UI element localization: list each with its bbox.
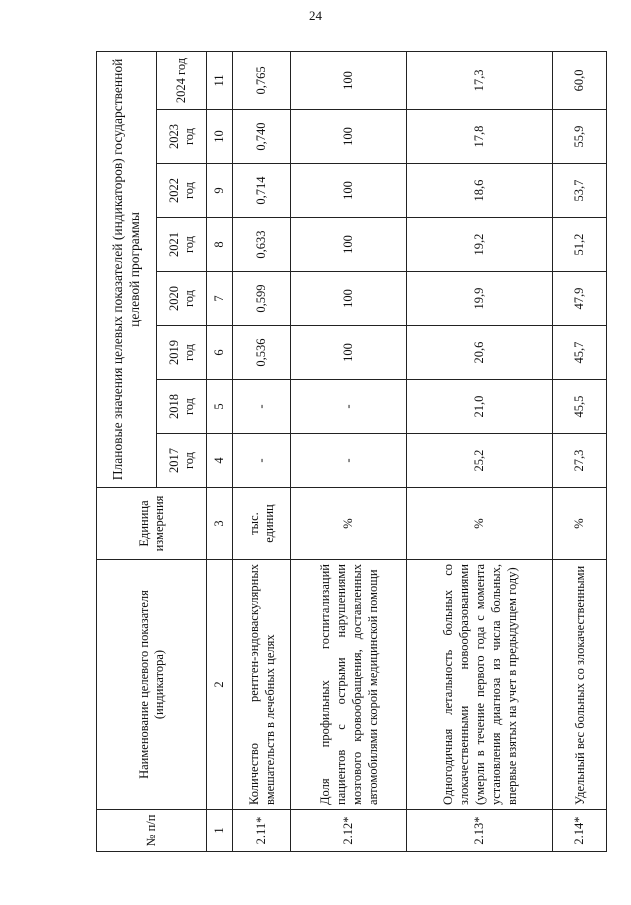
row-value: 60,0 xyxy=(553,51,607,109)
row-value: 0,714 xyxy=(233,164,291,218)
row-value: 0,633 xyxy=(233,218,291,272)
table-row xyxy=(553,51,607,851)
header-year: 2018 год xyxy=(157,380,207,434)
column-number: 2 xyxy=(207,560,233,810)
header-year: 2021 год xyxy=(157,218,207,272)
row-name: Одногодичная летальность больных со злокачественными новообразованиями (умерли в течение первого года с момента установления диагноза из числа больных, впервые взятых на учет в предыдущем году) xyxy=(407,560,553,810)
row-value: 100 xyxy=(291,164,407,218)
row-value: 17,8 xyxy=(407,110,553,164)
table-row xyxy=(407,51,553,851)
row-value: 0,765 xyxy=(233,51,291,109)
row-value: - xyxy=(233,380,291,434)
table-row xyxy=(291,51,407,851)
header-unit: Единица измерения xyxy=(97,488,207,560)
header-row xyxy=(97,51,157,851)
column-number: 8 xyxy=(207,218,233,272)
indicator-table-container xyxy=(96,52,606,852)
row-name: Удельный вес больных со злокачественными xyxy=(553,560,607,810)
row-value: 100 xyxy=(291,326,407,380)
header-year: 2022 год xyxy=(157,164,207,218)
row-value: 20,6 xyxy=(407,326,553,380)
row-name: Доля профильных госпитализаций пациентов с острыми нарушениями мозгового кровообращения, доставленных автомобилями скорой медицинской помощи xyxy=(291,560,407,810)
row-value: 51,2 xyxy=(553,218,607,272)
row-value: 45,5 xyxy=(553,380,607,434)
row-num: 2.13* xyxy=(407,810,553,852)
row-value: - xyxy=(291,380,407,434)
column-number: 1 xyxy=(207,810,233,852)
row-num: 2.11* xyxy=(233,810,291,852)
row-value: 18,6 xyxy=(407,164,553,218)
column-number: 6 xyxy=(207,326,233,380)
row-value: 53,7 xyxy=(553,164,607,218)
row-num: 2.14* xyxy=(553,810,607,852)
row-num: 2.12* xyxy=(291,810,407,852)
row-value: 0,536 xyxy=(233,326,291,380)
row-value: 0,740 xyxy=(233,110,291,164)
row-value: 19,9 xyxy=(407,272,553,326)
page-number: 24 xyxy=(309,8,322,23)
header-name: Наименование целевого показателя (индикатора) xyxy=(97,560,207,810)
row-unit: % xyxy=(407,488,553,560)
column-number: 7 xyxy=(207,272,233,326)
header-year: 2017 год xyxy=(157,434,207,488)
header-year: 2020 год xyxy=(157,272,207,326)
row-value: 100 xyxy=(291,218,407,272)
column-number: 4 xyxy=(207,434,233,488)
header-year: 2024 год xyxy=(157,51,207,109)
indicator-table xyxy=(96,51,607,852)
column-numbers-row xyxy=(207,51,233,851)
header-year: 2023 год xyxy=(157,110,207,164)
column-number: 11 xyxy=(207,51,233,109)
row-value: 21,0 xyxy=(407,380,553,434)
row-value: 0,599 xyxy=(233,272,291,326)
row-value: 27,3 xyxy=(553,434,607,488)
row-value: - xyxy=(291,434,407,488)
row-value: 100 xyxy=(291,272,407,326)
row-unit: тыс. единиц xyxy=(233,488,291,560)
row-value: 47,9 xyxy=(553,272,607,326)
row-value: 19,2 xyxy=(407,218,553,272)
row-unit: % xyxy=(291,488,407,560)
row-unit: % xyxy=(553,488,607,560)
row-value: 55,9 xyxy=(553,110,607,164)
row-value: 100 xyxy=(291,110,407,164)
row-value: 100 xyxy=(291,51,407,109)
row-value: 17,3 xyxy=(407,51,553,109)
row-value: 25,2 xyxy=(407,434,553,488)
column-number: 10 xyxy=(207,110,233,164)
table-row xyxy=(233,51,291,851)
header-year: 2019 год xyxy=(157,326,207,380)
column-number: 9 xyxy=(207,164,233,218)
header-plan: Плановые значения целевых показателей (индикаторов) государственной целевой программы xyxy=(97,51,157,487)
row-name: Количество рентген-эндоваскулярных вмешательств в лечебных целях xyxy=(233,560,291,810)
row-value: - xyxy=(233,434,291,488)
column-number: 3 xyxy=(207,488,233,560)
column-number: 5 xyxy=(207,380,233,434)
header-num: № п/п xyxy=(97,810,207,852)
row-value: 45,7 xyxy=(553,326,607,380)
